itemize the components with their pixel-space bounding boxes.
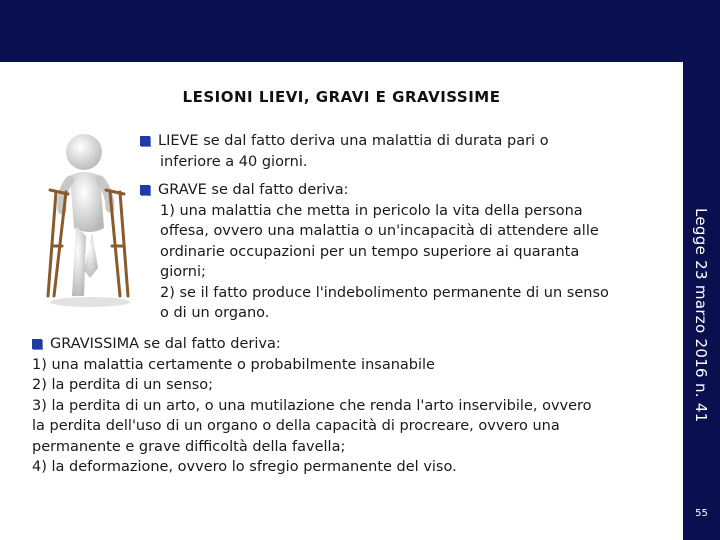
slide-title: LESIONI LIEVI, GRAVI E GRAVISSIME bbox=[182, 88, 501, 106]
grave-line-5: giorni; bbox=[160, 264, 206, 280]
grave-line-1: GRAVE se dal fatto deriva: bbox=[158, 182, 349, 198]
grave-paragraph bbox=[140, 180, 658, 324]
gravissima-line-3: 2) la perdita di un senso; bbox=[32, 377, 214, 393]
header-bar bbox=[0, 0, 720, 62]
lieve-line-2: inferiore a 40 giorni. bbox=[160, 153, 308, 170]
grave-line-2: 1) una malattia che metta in pericolo la vita della persona bbox=[160, 202, 583, 219]
gravissima-line-4: 3) la perdita di un arto, o una mutilazione che renda l'arto inservibile, ovvero bbox=[32, 397, 592, 414]
gravissima-line-1: GRAVISSIMA se dal fatto deriva: bbox=[50, 336, 281, 352]
gravissima-line-2: 1) una malattia certamente o probabilmente insanabile bbox=[32, 356, 435, 373]
square-bullet-icon bbox=[140, 136, 150, 146]
grave-line-4: ordinarie occupazioni per un tempo superiore ai quaranta bbox=[160, 243, 580, 260]
gravissima-line-5: la perdita dell'uso di un organo o della capacità di procreare, ovvero una bbox=[32, 418, 560, 434]
gravissima-paragraph bbox=[32, 334, 658, 478]
page-number: 55 bbox=[695, 508, 708, 519]
grave-line-6: 2) se il fatto produce l'indebolimento permanente di un senso bbox=[160, 284, 609, 301]
side-label bbox=[683, 62, 720, 422]
grave-line-7: o di un organo. bbox=[160, 305, 270, 321]
lieve-line-1: LIEVE se dal fatto deriva una malattia di durata pari o bbox=[158, 133, 549, 149]
square-bullet-icon bbox=[140, 185, 150, 195]
law-reference: Legge 23 marzo 2016 n. 41 bbox=[692, 208, 710, 423]
gravissima-line-7: 4) la deformazione, ovvero lo sfregio permanente del viso. bbox=[32, 459, 457, 475]
crutches-figure-icon bbox=[40, 128, 132, 308]
square-bullet-icon bbox=[32, 339, 42, 349]
gravissima-line-6: permanente e grave difficoltà della favella; bbox=[32, 438, 346, 455]
lieve-paragraph bbox=[140, 131, 658, 172]
grave-line-3: offesa, ovvero una malattia o un'incapacità di attendere alle bbox=[160, 223, 599, 239]
